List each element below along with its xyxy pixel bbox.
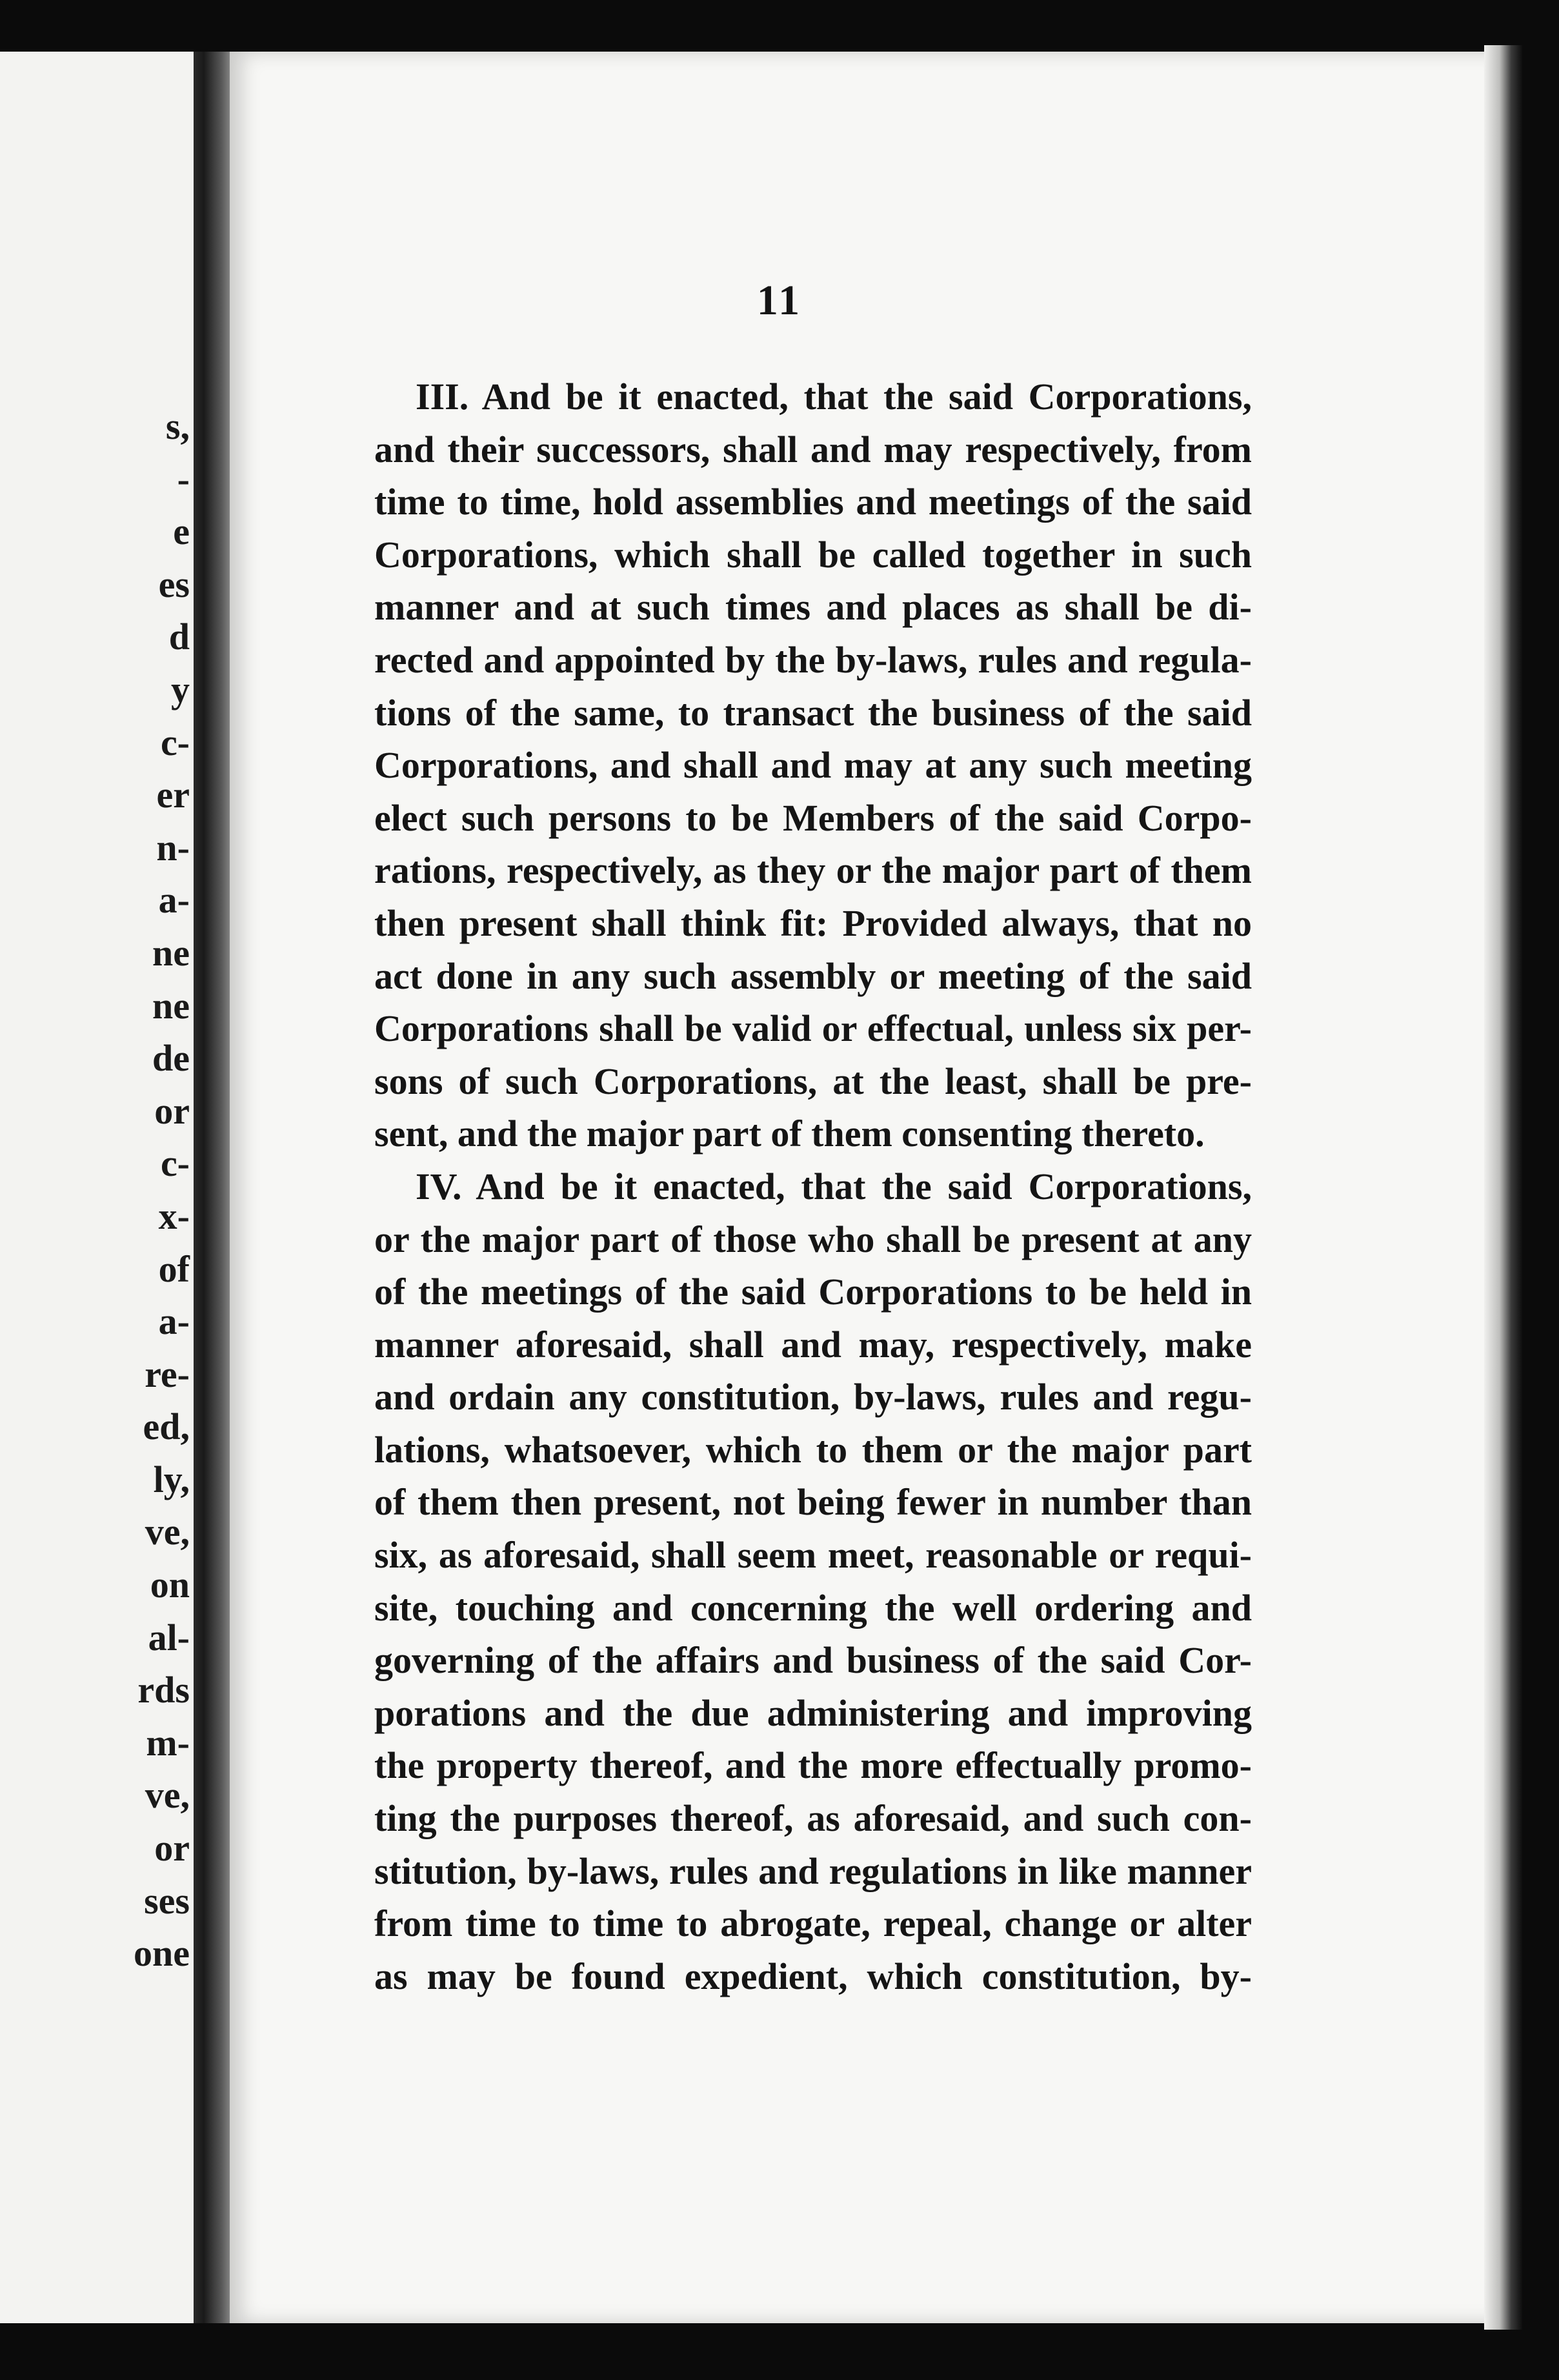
text-line: time to time, hold assemblies and meetings of the said bbox=[374, 481, 1252, 523]
text-line: elect such persons to be Members of the said Corpo- bbox=[374, 796, 1252, 839]
text-line: lations, whatsoever, which to them or the major part bbox=[374, 1428, 1252, 1471]
fragment-line: d bbox=[168, 616, 190, 658]
text-line: rations, respectively, as they or the major part of them bbox=[374, 849, 1252, 892]
text-line: porations and the due administering and improving bbox=[374, 1691, 1252, 1734]
fragment-line: ne bbox=[152, 984, 190, 1027]
text-line: sent, and the major part of them consenting thereto. bbox=[374, 1113, 1205, 1155]
fragment-line: a- bbox=[158, 1300, 190, 1343]
text-line: Corporations, which shall be called together in such bbox=[374, 533, 1252, 576]
text-line: and ordain any constitution, by-laws, rules and regu- bbox=[374, 1376, 1252, 1418]
text-line: or the major part of those who shall be present at any bbox=[374, 1218, 1252, 1260]
fragment-line: one bbox=[134, 1932, 190, 1975]
fragment-line: rds bbox=[137, 1669, 190, 1711]
fragment-line: of bbox=[158, 1247, 190, 1290]
text-line: as may be found expedient, which constitution, by- bbox=[374, 1955, 1252, 1997]
body-text bbox=[374, 370, 1252, 2002]
fragment-line: a- bbox=[158, 879, 190, 922]
fragment-line: c- bbox=[160, 1142, 190, 1185]
text-line: sons of such Corporations, at the least, shall be pre- bbox=[374, 1060, 1252, 1102]
fragment-line: s, bbox=[165, 405, 190, 447]
text-line: from time to time to abrogate, repeal, change or alter bbox=[374, 1902, 1252, 1945]
fragment-line: n- bbox=[156, 826, 190, 869]
fragment-line: - bbox=[177, 458, 190, 500]
fragment-line: ly, bbox=[153, 1458, 190, 1500]
text-line: IV. And be it enacted, that the said Corporations, bbox=[416, 1165, 1252, 1207]
fragment-line: or bbox=[154, 1089, 190, 1132]
text-line: Corporations shall be valid or effectual, unless six per- bbox=[374, 1007, 1252, 1050]
text-line: act done in any such assembly or meeting of the said bbox=[374, 954, 1252, 997]
text-line: of the meetings of the said Corporations to be held in bbox=[374, 1271, 1252, 1313]
fragment-line: y bbox=[171, 668, 190, 711]
facing-page-edge bbox=[0, 52, 201, 2323]
page-number: 11 bbox=[756, 277, 803, 324]
fragment-line: m- bbox=[146, 1721, 190, 1764]
text-line: ting the purposes thereof, as aforesaid, and such con- bbox=[374, 1797, 1252, 1840]
fragment-line: c- bbox=[160, 721, 190, 763]
facing-page-text-fragments bbox=[0, 400, 201, 1980]
text-line: manner and at such times and places as shall be di- bbox=[374, 586, 1252, 629]
text-line: of them then present, not being fewer in number than bbox=[374, 1481, 1252, 1524]
fragment-line: ed, bbox=[143, 1406, 190, 1448]
page-edge-shadow bbox=[1484, 45, 1523, 2330]
text-line: then present shall think fit: Provided always, that no bbox=[374, 902, 1252, 944]
fragment-line: al- bbox=[148, 1616, 190, 1659]
text-line: governing of the affairs and business of the said Cor- bbox=[374, 1639, 1252, 1682]
fragment-line: ve, bbox=[145, 1774, 190, 1817]
text-line: the property thereof, and the more effectually promo- bbox=[374, 1744, 1252, 1787]
text-line: manner aforesaid, shall and may, respectively, make bbox=[374, 1323, 1252, 1366]
text-line: six, as aforesaid, shall seem meet, reasonable or requi- bbox=[374, 1534, 1252, 1577]
fragment-line: er bbox=[156, 774, 190, 816]
fragment-line: ne bbox=[152, 931, 190, 974]
fragment-line: e bbox=[173, 510, 190, 553]
text-line: and their successors, shall and may respectively, from bbox=[374, 428, 1252, 470]
text-line: III. And be it enacted, that the said Corporations, bbox=[416, 376, 1252, 418]
text-line: stitution, by-laws, rules and regulations in like manner bbox=[374, 1850, 1252, 1892]
fragment-line: on bbox=[150, 1564, 190, 1606]
fragment-line: ve, bbox=[145, 1511, 190, 1553]
fragment-line: or bbox=[154, 1827, 190, 1870]
fragment-line: re- bbox=[145, 1353, 190, 1395]
text-line: tions of the same, to transact the business of the said bbox=[374, 691, 1252, 734]
fragment-line: ses bbox=[144, 1879, 190, 1922]
text-line: rected and appointed by the by-laws, rules and regula- bbox=[374, 638, 1252, 681]
section-iii bbox=[374, 370, 1252, 1160]
fragment-line: es bbox=[158, 563, 190, 605]
text-line: Corporations, and shall and may at any such meeting bbox=[374, 744, 1252, 787]
fragment-line: de bbox=[152, 1037, 190, 1080]
fragment-line: x- bbox=[158, 1195, 190, 1237]
text-line: site, touching and concerning the well ordering and bbox=[374, 1586, 1252, 1629]
section-iv bbox=[374, 1160, 1252, 2003]
